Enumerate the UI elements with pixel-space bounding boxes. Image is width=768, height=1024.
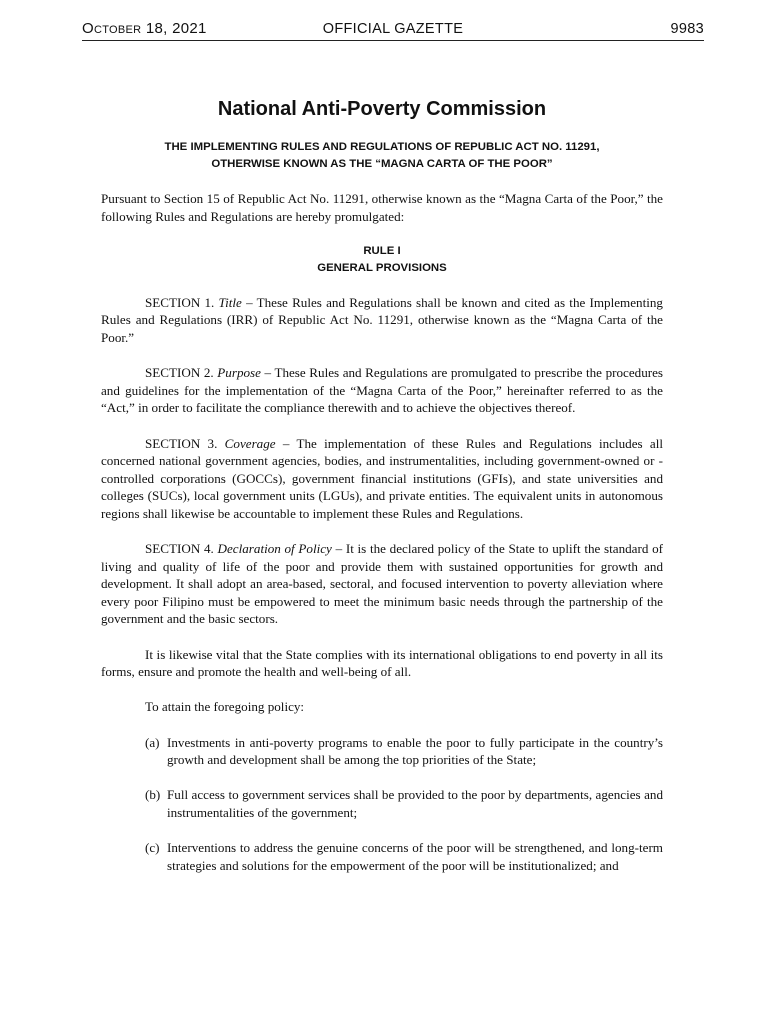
section-4-label: SECTION 4.: [145, 541, 214, 557]
agency-title: National Anti-Poverty Commission: [217, 98, 547, 120]
irr-title-line-1: THE IMPLEMENTING RULES AND REGULATIONS OF REPUBLIC ACT NO. 11291,: [164, 141, 600, 153]
section-3-paragraph: [101, 435, 663, 523]
list-item-label: (a): [145, 734, 160, 750]
policy-list-item: [145, 839, 663, 874]
section-4-paragraph: [101, 540, 663, 628]
section-3-heading: Coverage: [224, 435, 276, 451]
rule-number: RULE I: [363, 244, 401, 257]
attain-paragraph: To attain the foregoing policy:: [145, 699, 305, 715]
section-2-label: SECTION 2.: [145, 365, 214, 381]
policy-list-item: [145, 734, 663, 769]
running-header: [82, 20, 704, 41]
section-2-heading: Purpose: [217, 365, 261, 381]
section-4-text: – It is the declared policy of the State to uplift the standard of living and quality of life of the poor and provide them with sustained opportunities for growth and development. It shall adopt an area-based, sectoral, and focused intervention to poverty alleviation where every poor Filipino must be empowered to meet the minimum basic needs through the partnership of the government and the basic sectors.: [101, 541, 664, 627]
section-2-paragraph: [101, 364, 663, 417]
list-item-text: Investments in anti-poverty programs to enable the poor to fully participate in the country’s growth and development shall be among the top priorities of the State;: [167, 734, 663, 768]
section-4-heading: Declaration of Policy: [217, 541, 332, 557]
section-3-text: – The implementation of these Rules and Regulations includes all concerned national government agencies, bodies, and instrumentalities, including government-owned or -controlled corporations (GOCCs), government financial institutions (GFIs), and state universities and colleges (SUCs), local government units (LGUs), and private entities. The equivalent units in autonomous regions shall likewise be accountable to implement these Rules and Regulations.: [101, 435, 663, 521]
irr-title-line-2: OTHERWISE KNOWN AS THE “MAGNA CARTA OF THE POOR”: [211, 157, 553, 170]
header-date: October 18, 2021: [82, 20, 207, 37]
section-2-text: – These Rules and Regulations are promulgated to prescribe the procedures and guidelines for the implementation of the “Magna Carta of the Poor,” hereinafter referred to as the “Act,” in order to facilitate the compliance therewith and to achieve the objectives thereof.: [101, 365, 664, 416]
preamble-paragraph: Pursuant to Section 15 of Republic Act No. 11291, otherwise known as the “Magna Carta of the Poor,” the following Rules and Regulations are hereby promulgated:: [101, 191, 663, 224]
section-1-paragraph: [101, 294, 663, 347]
section-1-heading: Title: [218, 294, 242, 310]
obligations-paragraph: It is likewise vital that the State complies with its international obligations to end poverty in all its forms, ensure and promote the health and well-being of all.: [101, 646, 663, 680]
section-1-text: – These Rules and Regulations shall be known and cited as the Implementing Rules and Regulations (IRR) of Republic Act No. 11291, otherwise known as the “Magna Carta of the Poor.”: [101, 294, 663, 345]
list-item-label: (b): [145, 787, 161, 803]
irr-title: [101, 139, 663, 172]
section-1-label: SECTION 1.: [145, 294, 215, 310]
document-body: [101, 97, 663, 892]
section-3-label: SECTION 3.: [145, 435, 218, 451]
rule-title: GENERAL PROVISIONS: [317, 261, 447, 274]
list-item-text: Interventions to address the genuine concerns of the poor will be strengthened, and long-term strategies and solutions for the empowerment of the poor will be institutionalized; and: [167, 840, 663, 873]
list-item-text: Full access to government services shall be provided to the poor by departments, agencies and instrumentalities of the government;: [167, 787, 663, 820]
header-publication: OFFICIAL GAZETTE: [322, 21, 464, 37]
header-page-number: 9983: [670, 21, 704, 37]
policy-list-item: [145, 786, 663, 821]
rule-heading: [101, 243, 663, 277]
list-item-label: (c): [145, 840, 160, 856]
